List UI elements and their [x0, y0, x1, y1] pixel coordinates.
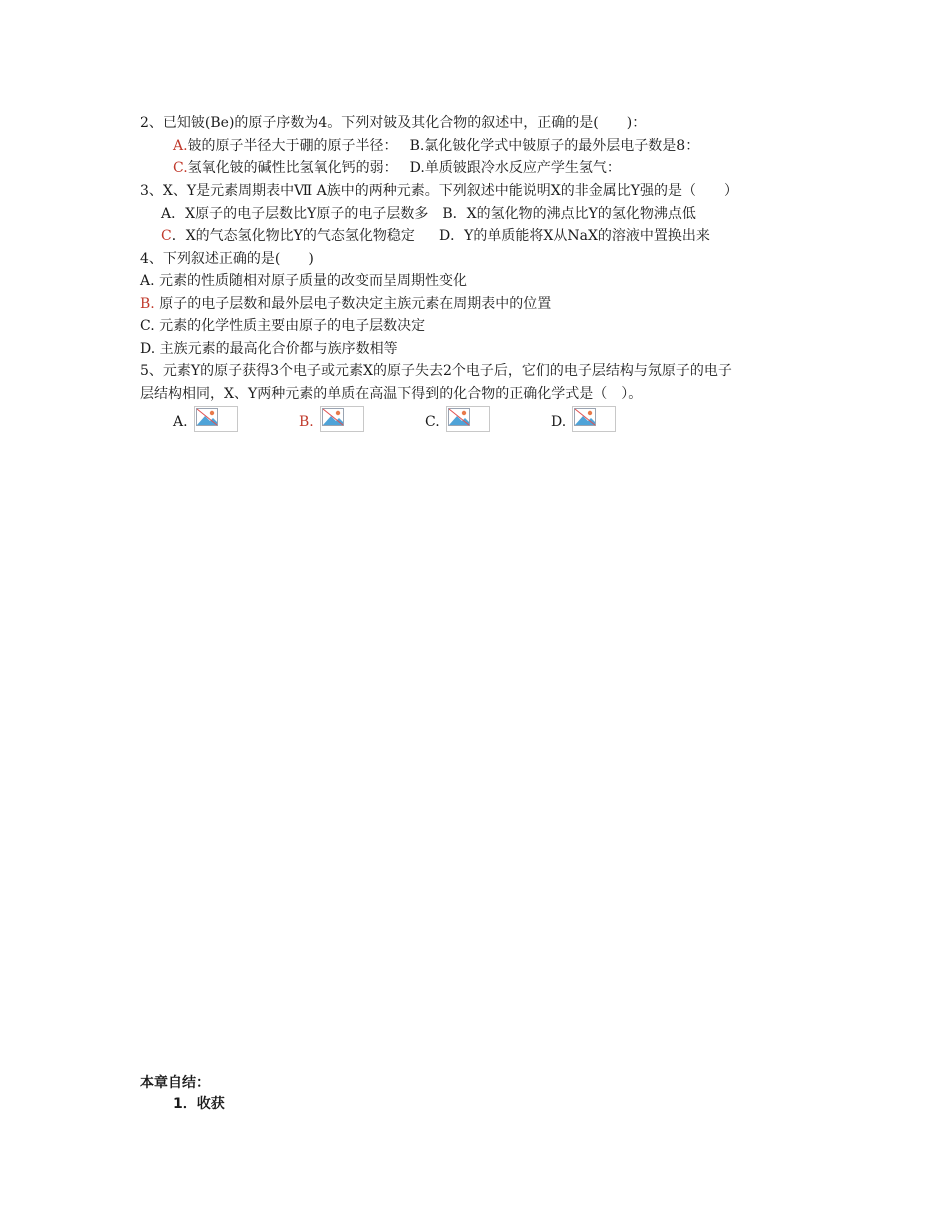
q5-stem-line2: 层结构相同，X、Y两种元素的单质在高温下得到的化合物的正确化学式是（ ）。: [140, 386, 643, 402]
q4-option-d: D. 主族元素的最高化合价都与族序数相等: [140, 341, 398, 357]
q4-stem: 4、下列叙述正确的是( ): [140, 251, 314, 267]
q3-option-c-text: ．X的气态氢化物比Y的气态氢化物稳定: [171, 228, 415, 244]
q4-option-a: A. 元素的性质随相对原子质量的改变而呈周期性变化: [140, 273, 468, 289]
summary-item-1: 1．收获: [173, 1096, 225, 1112]
q3-option-d-text: D．Y的单质能将X从NaX的溶液中置换出来: [438, 228, 710, 244]
q5-stem-line1: 5、元素Y的原子获得3个电子或元素X的原子失去2个电子后，它们的电子层结构与氖原子的电子: [140, 363, 732, 379]
q3-option-a-text: A．X原子的电子层数比Y原子的电子层数多: [161, 206, 429, 222]
q3-option-c-letter: C: [161, 228, 172, 244]
q2-option-b-text: B.氯化铍化学式中铍原子的最外层电子数是8：: [409, 138, 700, 154]
broken-image-icon: [446, 406, 490, 432]
q2-option-a-text: 铍的原子半径大于硼的原子半径：: [187, 138, 398, 154]
q2-option-d-text: D.单质铍跟冷水反应产学生氢气：: [409, 160, 621, 176]
q2-option-c-text: 氢氧化铍的碱性比氢氧化钙的弱：: [187, 160, 398, 176]
q2-option-c-letter: C.: [173, 160, 188, 176]
q5-option-c-label: C.: [425, 414, 440, 430]
q2-options-row1: [173, 136, 699, 156]
q2-options-row2: [173, 158, 621, 178]
q4-option-b-text: 原子的电子层数和最外层电子数决定主族元素在周期表中的位置: [154, 296, 552, 312]
q2-option-a-letter: A.: [173, 138, 188, 154]
q5-option-c: [425, 404, 490, 432]
q5-option-b-label: B.: [299, 414, 314, 430]
q5-option-b: [299, 404, 364, 432]
q4-option-b-letter: B.: [140, 296, 155, 312]
q5-option-a: [173, 404, 238, 432]
broken-image-icon: [320, 406, 364, 432]
summary-heading: 本章自结：: [140, 1075, 210, 1091]
q3-options-row1: [161, 204, 696, 224]
q3-options-row2: [161, 226, 710, 246]
q5-option-a-label: A.: [173, 414, 188, 430]
broken-image-icon: [572, 406, 616, 432]
q3-stem: 3、X、Y是元素周期表中Ⅶ A族中的两种元素。下列叙述中能说明X的非金属比Y强的是（ ）: [140, 183, 738, 199]
q4-option-c: C. 元素的化学性质主要由原子的电子层数决定: [140, 318, 426, 334]
q4-option-b: [140, 294, 551, 314]
broken-image-icon: [194, 406, 238, 432]
q5-option-d: [551, 404, 616, 432]
q5-option-d-label: D.: [551, 414, 567, 430]
q2-stem: 2、已知铍(Be)的原子序数为4。下列对铍及其化合物的叙述中，正确的是( )：: [140, 115, 647, 131]
q3-option-b-text: B．X的氢化物的沸点比Y的氢化物沸点低: [442, 206, 696, 222]
